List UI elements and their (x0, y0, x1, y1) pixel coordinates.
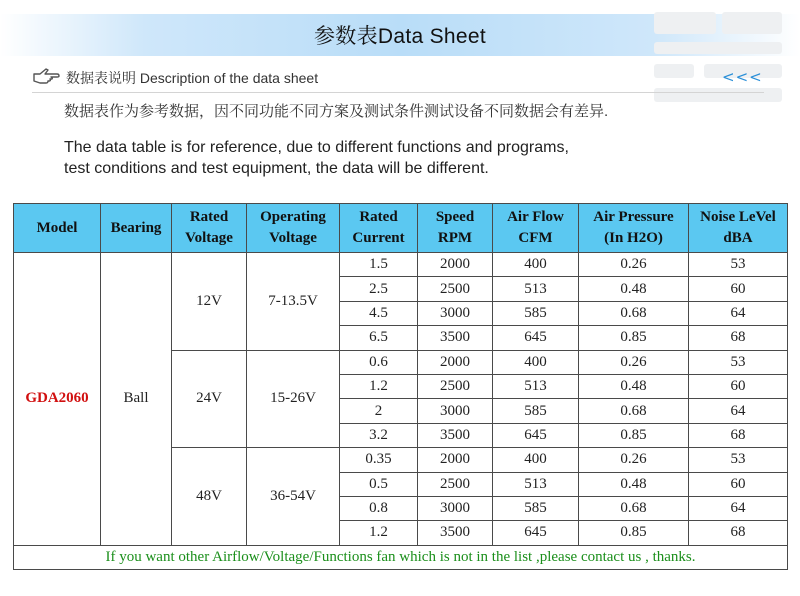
table-header-row (14, 204, 788, 253)
noise-cell: 64 (689, 496, 788, 520)
airflow-cell: 645 (493, 423, 579, 447)
noise-cell: 64 (689, 301, 788, 325)
current-cell: 2 (340, 399, 418, 423)
speed-cell: 2500 (418, 472, 493, 496)
table-footer-row (14, 545, 788, 569)
noise-cell: 68 (689, 326, 788, 350)
header-air-pressure: Air Pressure (In H2O) (579, 204, 689, 253)
speed-cell: 2000 (418, 448, 493, 472)
header-operating-voltage: Operating Voltage (247, 204, 340, 253)
speed-cell: 3000 (418, 399, 493, 423)
noise-cell: 68 (689, 423, 788, 447)
airflow-cell: 585 (493, 399, 579, 423)
speed-cell: 3500 (418, 326, 493, 350)
data-sheet-table (13, 203, 788, 570)
note-chinese: 数据表作为参考数据，因不同功能不同方案及测试条件测试设备不同数据会有差异. (64, 103, 609, 120)
airflow-cell: 645 (493, 521, 579, 545)
contact-note: If you want other Airflow/Voltage/Functions fan which is not in the list ,please contact us , thanks. (14, 545, 788, 569)
airflow-cell: 400 (493, 253, 579, 277)
pressure-cell: 0.68 (579, 496, 689, 520)
section-header (0, 60, 800, 94)
pressure-cell: 0.48 (579, 277, 689, 301)
divider (32, 92, 764, 93)
noise-cell: 53 (689, 350, 788, 374)
header-bearing: Bearing (101, 204, 172, 253)
header-rated-current: Rated Current (340, 204, 418, 253)
noise-cell: 60 (689, 374, 788, 398)
pressure-cell: 0.85 (579, 326, 689, 350)
speed-cell: 3000 (418, 301, 493, 325)
current-cell: 0.6 (340, 350, 418, 374)
section-title: 数据表说明 Description of the data sheet (66, 70, 319, 86)
current-cell: 0.5 (340, 472, 418, 496)
pressure-cell: 0.26 (579, 448, 689, 472)
pressure-cell: 0.48 (579, 374, 689, 398)
operating-voltage-cell: 7-13.5V (247, 253, 340, 351)
header-speed: Speed RPM (418, 204, 493, 253)
airflow-cell: 645 (493, 326, 579, 350)
pressure-cell: 0.85 (579, 423, 689, 447)
current-cell: 4.5 (340, 301, 418, 325)
noise-cell: 60 (689, 472, 788, 496)
pressure-cell: 0.68 (579, 399, 689, 423)
speed-cell: 2500 (418, 374, 493, 398)
airflow-cell: 513 (493, 277, 579, 301)
speed-cell: 3000 (418, 496, 493, 520)
header-air-flow: Air Flow CFM (493, 204, 579, 253)
current-cell: 2.5 (340, 277, 418, 301)
noise-cell: 60 (689, 277, 788, 301)
page-title: 参数表Data Sheet (314, 25, 486, 48)
pressure-cell: 0.68 (579, 301, 689, 325)
noise-cell: 64 (689, 399, 788, 423)
header-rated-voltage: Rated Voltage (172, 204, 247, 253)
rated-voltage-cell: 48V (172, 448, 247, 546)
airflow-cell: 513 (493, 374, 579, 398)
table-row (14, 253, 788, 277)
current-cell: 1.2 (340, 374, 418, 398)
current-cell: 1.5 (340, 253, 418, 277)
operating-voltage-cell: 15-26V (247, 350, 340, 448)
note-english (64, 137, 744, 179)
note-english-line-2: test conditions and test equipment, the data will be different. (64, 160, 489, 177)
pressure-cell: 0.26 (579, 350, 689, 374)
current-cell: 0.8 (340, 496, 418, 520)
rated-voltage-cell: 24V (172, 350, 247, 448)
current-cell: 0.35 (340, 448, 418, 472)
speed-cell: 2000 (418, 350, 493, 374)
pressure-cell: 0.26 (579, 253, 689, 277)
noise-cell: 53 (689, 253, 788, 277)
current-cell: 1.2 (340, 521, 418, 545)
header-model: Model (14, 204, 101, 253)
rated-voltage-cell: 12V (172, 253, 247, 351)
speed-cell: 3500 (418, 423, 493, 447)
noise-cell: 68 (689, 521, 788, 545)
model-cell: GDA2060 (14, 253, 101, 546)
airflow-cell: 400 (493, 350, 579, 374)
airflow-cell: 400 (493, 448, 579, 472)
note-english-line-1: The data table is for reference, due to different functions and programs, (64, 139, 569, 156)
airflow-cell: 585 (493, 301, 579, 325)
airflow-cell: 513 (493, 472, 579, 496)
speed-cell: 2000 (418, 253, 493, 277)
chevron-left-icon: <<< (722, 68, 763, 86)
pressure-cell: 0.48 (579, 472, 689, 496)
pointing-hand-icon (32, 65, 60, 87)
speed-cell: 3500 (418, 521, 493, 545)
header-noise-level: Noise LeVel dBA (689, 204, 788, 253)
airflow-cell: 585 (493, 496, 579, 520)
bearing-cell: Ball (101, 253, 172, 546)
noise-cell: 53 (689, 448, 788, 472)
current-cell: 3.2 (340, 423, 418, 447)
operating-voltage-cell: 36-54V (247, 448, 340, 546)
speed-cell: 2500 (418, 277, 493, 301)
pressure-cell: 0.85 (579, 521, 689, 545)
current-cell: 6.5 (340, 326, 418, 350)
